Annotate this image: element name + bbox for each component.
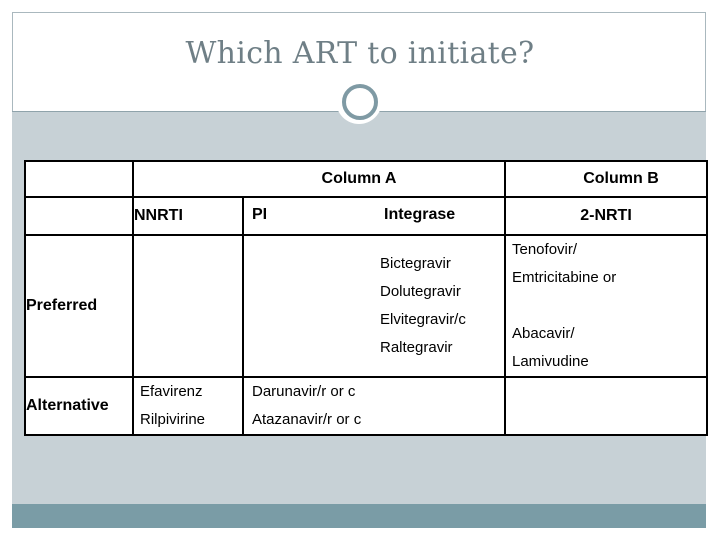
preferred-integrase-cell [243, 235, 505, 377]
preferred-nnrti-cell [133, 235, 243, 377]
slide-title: Which ART to initiate? [185, 36, 535, 71]
drug-efavirenz: Efavirenz [140, 383, 203, 400]
drug-atazanavir: Atazanavir/r or c [252, 411, 362, 428]
table-cell-empty [25, 161, 133, 197]
table-header-row [25, 161, 707, 197]
pi-integrase-header [243, 197, 505, 235]
drug-dolutegravir: Dolutegravir [380, 283, 461, 300]
column-b-header [505, 161, 707, 197]
drug-lamivudine: Lamivudine [512, 353, 589, 370]
table-cell-empty [25, 197, 133, 235]
column-a-header [133, 161, 505, 197]
pi-label: PI [252, 206, 268, 223]
nrti-header [505, 197, 707, 235]
circle-icon [342, 84, 378, 120]
drug-darunavir: Darunavir/r or c [252, 383, 356, 400]
nnrti-label: NNRTI [134, 207, 183, 224]
column-a-label: Column A [321, 170, 397, 187]
alternative-pi-cell [243, 377, 505, 435]
column-b-label: Column B [583, 170, 659, 187]
nnrti-header [133, 197, 243, 235]
preferred-row-label [25, 235, 133, 377]
preferred-label: Preferred [26, 297, 98, 314]
drug-elvitegravir: Elvitegravir/c [380, 311, 466, 328]
drug-raltegravir: Raltegravir [380, 339, 453, 356]
integrase-label: Integrase [384, 206, 456, 223]
preferred-nrti-cell [505, 235, 707, 377]
drug-bictegravir: Bictegravir [380, 255, 451, 272]
drug-abacavir: Abacavir/ [512, 325, 575, 342]
alternative-label: Alternative [26, 397, 109, 414]
nrti-label: 2-NRTI [580, 207, 632, 224]
alternative-nrti-cell [505, 377, 707, 435]
footer-bar [12, 504, 706, 528]
table-row-alternative [25, 377, 707, 435]
drug-tenofovir: Tenofovir/ [512, 241, 578, 258]
table-subheader-row [25, 197, 707, 235]
alternative-nnrti-cell [133, 377, 243, 435]
art-table [24, 160, 708, 436]
drug-emtricitabine: Emtricitabine or [512, 269, 617, 286]
table-row-preferred [25, 235, 707, 377]
alternative-row-label [25, 377, 133, 435]
drug-rilpivirine: Rilpivirine [140, 411, 206, 428]
